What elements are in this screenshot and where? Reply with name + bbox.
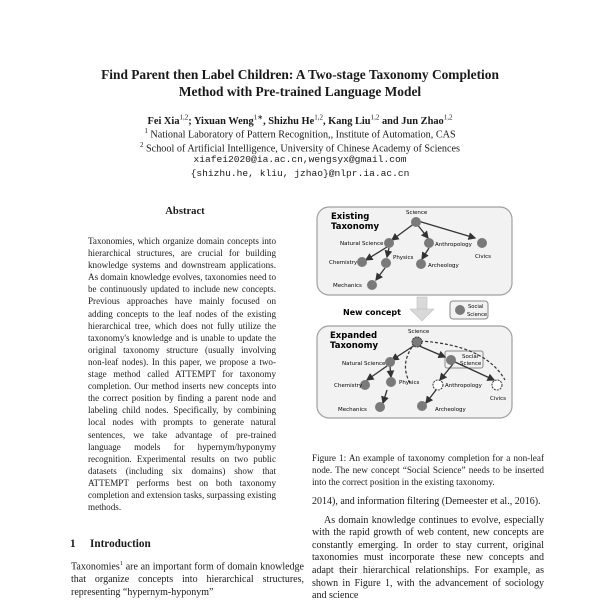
svg-text:Science: Science xyxy=(408,329,430,335)
abstract-body: Taxonomies, which organize domain concepts into hierarchical structures, are crucial for building knowledge systems and downstream applications. As domain knowledge evolves, taxonomies need to be continuously updated to include new concepts. Previous approaches have mainly focused on adding concepts to the leaf nodes of the existing hierarchical tree, which does not fully utilize the taxonomy's knowledge and is unable to update the original taxonomy structure (usually involving non-leaf nodes). In this paper, we propose a two-stage method called ATTEMPT for taxonomy completion. Our method inserts new concepts into the correct position by finding a parent node and labeling child nodes. Specifically, by combining local nodes with prompts to generate natural sentences, we take advantage of pre-trained language models for hypernym/hyponymy recognition. Experimental results on two public datasets (including six domains) show that ATTEMPT performs best on both taxonomy completion and extension tasks, surpassing existing methods. xyxy=(88,236,276,513)
paragraph: As domain knowledge continues to evolve, especially with the rapid growth of web content, new concepts are constantly emerging. In order to stay current, original taxonomies must incorporate these new concepts and adapt their hierarchical relationships. For example, as shown in Figure 1, with the advancement of sociology and science xyxy=(312,514,544,602)
node-label-mechanics: Mechanics xyxy=(333,283,362,289)
svg-text:Mechanics: Mechanics xyxy=(338,407,367,413)
svg-text:Archeology: Archeology xyxy=(435,407,466,413)
figure-1 xyxy=(305,200,555,432)
paragraph: 2014), and information filtering (Demeester et al., 2016). xyxy=(312,496,541,507)
author: Shizhu He$^{1,2}$, xyxy=(268,114,329,128)
legend-social-science xyxy=(450,301,488,319)
svg-text:Civics: Civics xyxy=(490,396,507,402)
svg-text:Anthropology: Anthropology xyxy=(445,383,482,389)
existing-taxonomy-panel xyxy=(317,207,512,295)
footnote-mark: 1 xyxy=(119,560,123,567)
node-label-physics: Physics xyxy=(393,255,414,261)
figure-caption: Figure 1: An example of taxonomy completion for a non-leaf node. The new concept “Social Science” needs to be inserted into the correct position in the existing taxonomy. xyxy=(312,453,544,488)
expanded-label-2: Taxonomy xyxy=(330,341,379,351)
existing-label-1: Existing xyxy=(331,212,370,222)
svg-text:Natural Science: Natural Science xyxy=(342,361,386,367)
svg-text:Chemistry: Chemistry xyxy=(334,383,363,389)
node-label-civics: Civics xyxy=(475,254,492,260)
node-label-natural-science: Natural Science xyxy=(340,241,384,247)
title-line-1: Find Parent then Label Children: A Two-stage Taxonomy Completion xyxy=(101,67,499,82)
svg-text:Social: Social xyxy=(462,354,479,360)
author: Fei Xia$^{1,2}$; xyxy=(147,114,194,128)
expanded-taxonomy-panel xyxy=(317,326,512,418)
svg-text:Social: Social xyxy=(468,304,484,310)
node-label-science: Science xyxy=(406,210,428,216)
affiliation-1: $^1$ National Laboratory of Pattern Recognition,, Institute of Automation, CAS xyxy=(144,127,456,141)
author: Jun Zhao$^{1,2}$ xyxy=(401,114,453,128)
svg-text:Science: Science xyxy=(467,312,488,318)
svg-text:Science: Science xyxy=(460,361,482,367)
abstract-heading: Abstract xyxy=(165,206,205,217)
down-arrow-icon xyxy=(410,297,434,321)
paper-title xyxy=(60,66,540,100)
email-line-2: {shizhu.he, kliu, jzhao}@nlpr.ia.ac.cn xyxy=(190,168,410,179)
existing-label-2: Taxonomy xyxy=(331,222,380,232)
introduction-paragraph: Taxonomies$^1$ are an important form of domain knowledge that organize concepts into hierarchical structures, representing “hypernym-hyponym” xyxy=(71,560,304,598)
email-line-1: xiafei2020@ia.ac.cn,wengsyx@gmail.com xyxy=(193,154,407,165)
author: Kang Liu$^{1,2}$ and xyxy=(328,114,402,128)
right-column-text xyxy=(312,496,544,603)
new-concept-label: New concept xyxy=(343,308,401,317)
title-line-2: Method with Pre-trained Language Model xyxy=(178,84,422,99)
node-label-archeology: Archeology xyxy=(428,263,459,269)
node-label-anthropology: Anthropology xyxy=(435,242,472,248)
author: Yixuan Weng$^{1∗}$, xyxy=(193,114,269,128)
svg-text:Physics: Physics xyxy=(399,380,420,386)
section-heading-introduction: 1 Introduction xyxy=(70,538,151,550)
affiliation-2: $^2$ School of Artificial Intelligence, University of Chinese Academy of Sciences xyxy=(139,141,461,155)
expanded-label-1: Expanded xyxy=(330,331,378,341)
node-label-chemistry: Chemistry xyxy=(329,260,358,266)
